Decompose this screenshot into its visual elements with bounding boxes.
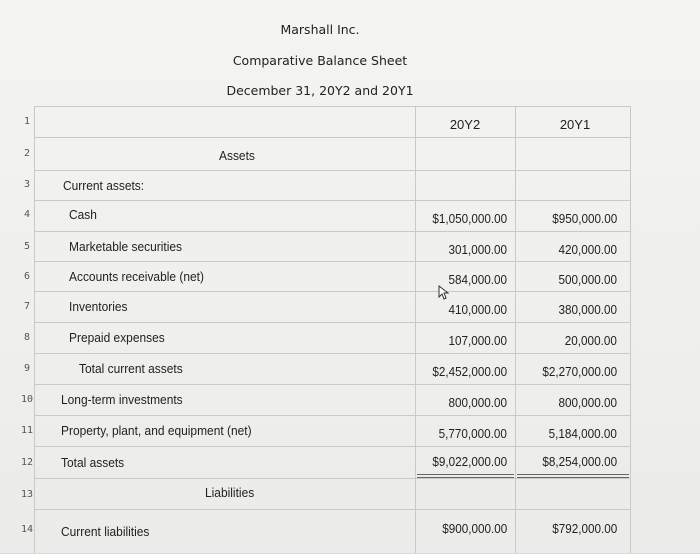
row-label: Cash <box>69 207 97 222</box>
value-20Y1: 380,000.00 <box>558 302 617 317</box>
row-label: Prepaid expenses <box>69 330 165 345</box>
row-number: 8 <box>23 332 31 343</box>
total-double-underline <box>417 474 514 475</box>
total-double-underline <box>517 474 629 475</box>
table-row[interactable] <box>23 261 631 292</box>
table-row[interactable] <box>23 291 631 323</box>
row-number: 7 <box>23 301 31 312</box>
value-20Y1: $2,270,000.00 <box>542 364 617 379</box>
table-row[interactable] <box>23 137 631 171</box>
row-label: Current assets: <box>63 178 145 193</box>
table-row[interactable] <box>23 106 631 138</box>
table-row[interactable] <box>23 200 631 232</box>
row-number: 1 <box>23 116 31 127</box>
value-20Y1: 420,000.00 <box>558 242 617 257</box>
assets-heading: Assets <box>219 148 255 163</box>
row-label: Property, plant, and equipment (net) <box>61 423 252 438</box>
row-number: 14 <box>21 524 34 535</box>
row-number: 11 <box>21 425 34 436</box>
column-header-20Y1: 20Y1 <box>559 117 591 132</box>
statement-date: December 31, 20Y2 and 20Y1 <box>226 83 414 98</box>
table-row[interactable] <box>21 384 631 416</box>
row-label: Inventories <box>69 299 128 314</box>
column-header-20Y2: 20Y2 <box>449 117 481 132</box>
value-20Y1: $792,000.00 <box>551 521 617 536</box>
table-row[interactable] <box>21 415 631 447</box>
row-label: Current liabilities <box>61 524 150 539</box>
value-20Y2: $1,050,000.00 <box>432 211 507 226</box>
row-label: Total current assets <box>79 361 183 376</box>
row-number: 9 <box>23 363 31 374</box>
row-number: 10 <box>21 394 34 405</box>
mouse-pointer-icon <box>438 285 454 301</box>
value-20Y2: 301,000.00 <box>448 242 507 257</box>
table-row[interactable] <box>23 170 631 201</box>
row-label: Long-term investments <box>61 392 183 407</box>
balance-grid <box>21 106 631 553</box>
row-number: 2 <box>23 148 31 159</box>
row-number: 4 <box>23 209 31 220</box>
value-20Y2: $2,452,000.00 <box>432 364 507 379</box>
liabilities-heading: Liabilities <box>205 485 255 500</box>
statement-title: Comparative Balance Sheet <box>232 53 408 68</box>
row-number: 6 <box>23 271 31 282</box>
table-row[interactable] <box>21 509 631 554</box>
row-label: Accounts receivable (net) <box>69 269 204 284</box>
table-row[interactable] <box>21 478 631 510</box>
value-20Y2: $9,022,000.00 <box>432 454 507 469</box>
row-number: 5 <box>23 241 31 252</box>
value-20Y2: 584,000.00 <box>448 272 507 287</box>
value-20Y2: $900,000.00 <box>441 521 507 536</box>
value-20Y1: $8,254,000.00 <box>542 454 617 469</box>
value-20Y1: 5,184,000.00 <box>548 426 617 441</box>
value-20Y2: 800,000.00 <box>448 395 507 410</box>
value-20Y1: $950,000.00 <box>551 211 617 226</box>
row-number: 12 <box>21 457 34 468</box>
row-number: 3 <box>23 179 31 190</box>
company-name: Marshall Inc. <box>280 22 360 37</box>
row-label: Marketable securities <box>69 239 183 254</box>
row-label: Total assets <box>61 455 125 470</box>
value-20Y2: 410,000.00 <box>448 302 507 317</box>
value-20Y1: 500,000.00 <box>558 272 617 287</box>
value-20Y2: 107,000.00 <box>448 333 507 348</box>
table-row[interactable] <box>23 231 631 262</box>
table-row[interactable] <box>23 353 631 385</box>
value-20Y1: 800,000.00 <box>558 395 617 410</box>
value-20Y1: 20,000.00 <box>564 333 617 348</box>
row-number: 13 <box>21 489 34 500</box>
value-20Y2: 5,770,000.00 <box>438 426 507 441</box>
table-row[interactable] <box>23 322 631 354</box>
table-row[interactable] <box>21 446 631 479</box>
